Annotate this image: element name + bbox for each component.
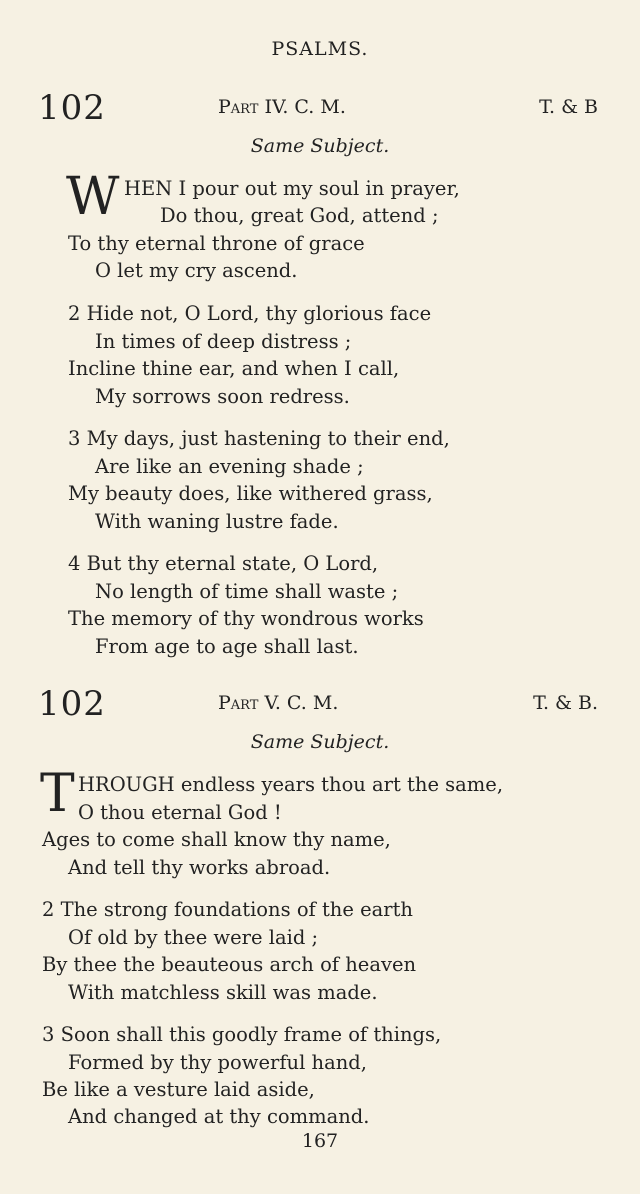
- verse-line: Of old by thee were laid ;: [68, 926, 319, 949]
- running-head: PSALMS.: [271, 38, 369, 60]
- verse-line: Are like an evening shade ;: [95, 455, 364, 478]
- verse-line: 2 The strong foundations of the earth: [42, 898, 413, 921]
- verse-line: By thee the beauteous arch of heaven: [42, 953, 417, 976]
- verse-line: Incline thine ear, and when I call,: [68, 357, 400, 380]
- verse-line: 3 Soon shall this goodly frame of things,: [42, 1023, 442, 1046]
- verse-line: Do thou, great God, attend ;: [160, 204, 439, 227]
- hymn-tune: T. & B.: [533, 692, 598, 714]
- verse-line: The memory of thy wondrous works: [68, 607, 424, 630]
- hymn-part: Part V. C. M.: [218, 692, 339, 714]
- verse-line: From age to age shall last.: [95, 635, 359, 658]
- verse-line: And tell thy works abroad.: [68, 856, 331, 879]
- verse-line: My beauty does, like withered grass,: [68, 482, 433, 505]
- hymn-number: 102: [38, 684, 106, 724]
- verse-line: And changed at thy command.: [68, 1105, 370, 1128]
- hymn-tune: T. & B: [539, 96, 598, 118]
- verse-line: With waning lustre fade.: [95, 510, 339, 533]
- hymn-part: Part IV. C. M.: [218, 96, 346, 118]
- hymn-subject: Same Subject.: [250, 135, 390, 157]
- drop-cap: T: [40, 764, 75, 824]
- verse-line: To thy eternal throne of grace: [68, 232, 365, 255]
- verse-line: 4 But thy eternal state, O Lord,: [68, 552, 379, 575]
- verse-line: My sorrows soon redress.: [95, 385, 350, 408]
- verse-line: Ages to come shall know thy name,: [42, 828, 391, 851]
- verse-line: Formed by thy powerful hand,: [68, 1051, 367, 1074]
- verse-line: Be like a vesture laid aside,: [42, 1078, 315, 1101]
- page-number: 167: [301, 1130, 339, 1152]
- hymn-subject: Same Subject.: [250, 731, 390, 753]
- verse-line: In times of deep distress ;: [95, 330, 352, 353]
- verse-line: O thou eternal God !: [78, 801, 282, 824]
- hymn-header: [38, 88, 598, 128]
- drop-cap: W: [66, 167, 120, 227]
- verse-line: HROUGH endless years thou art the same,: [78, 773, 504, 796]
- verse-line: With matchless skill was made.: [68, 981, 378, 1004]
- verse-line: O let my cry ascend.: [95, 259, 298, 282]
- verse-line: No length of time shall waste ;: [95, 580, 399, 603]
- verse-line: 2 Hide not, O Lord, thy glorious face: [68, 302, 432, 325]
- hymn-header: [38, 684, 598, 724]
- verse-line: HEN I pour out my soul in prayer,: [124, 177, 460, 200]
- hymn-number: 102: [38, 88, 106, 128]
- verse-line: 3 My days, just hastening to their end,: [68, 427, 450, 450]
